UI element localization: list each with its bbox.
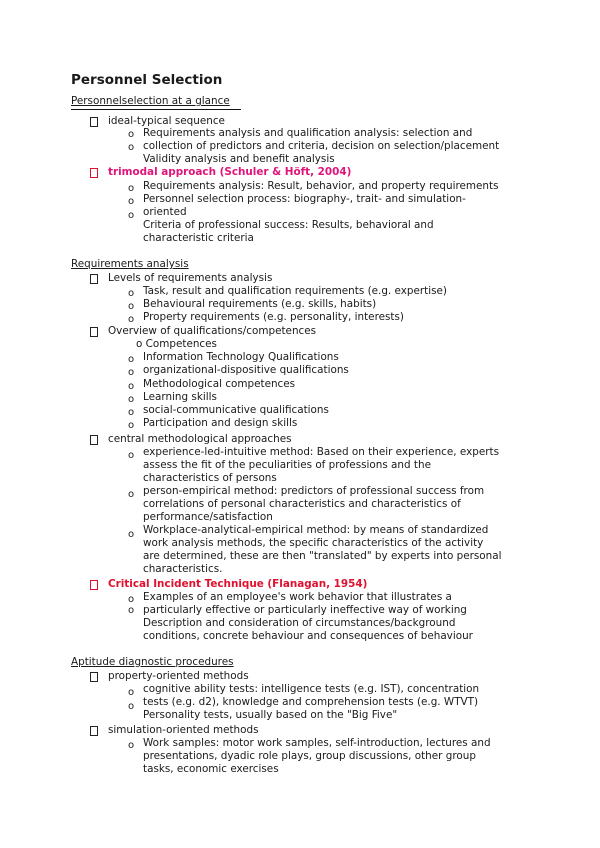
sub-item-line: Property requirements (e.g. personality, interests) (143, 311, 404, 323)
sub-item-line: Participation and design skills (143, 417, 298, 429)
sub-item-line: Criteria of professional success: Results, behavioral and (143, 219, 434, 231)
bullet-circle-icon: o (128, 701, 135, 712)
list-item-levels: Levels of requirements analysis (108, 272, 273, 284)
bullet-square-icon (90, 726, 98, 736)
list-item-simulation: simulation-oriented methods (108, 724, 259, 736)
sub-item-line: cognitive ability tests: intelligence tests (e.g. IST), concentration (143, 683, 480, 695)
sub-item-line: particularly effective or particularly ineffective way of working (143, 604, 467, 616)
bullet-square-icon (90, 672, 98, 682)
sub-item-line: Requirements analysis and qualification analysis: selection and (143, 127, 473, 139)
sub-item-line: oriented (143, 206, 187, 218)
bullet-circle-icon: o (128, 394, 135, 405)
sub-item-line: presentations, dyadic role plays, group discussions, other group (143, 750, 476, 762)
sub-item-line: performance/satisfaction (143, 511, 273, 523)
list-item-cit: Critical Incident Technique (Flanagan, 1954) (108, 578, 368, 590)
sub-item-line: characteristics. (143, 563, 223, 575)
sub-item-line: Work samples: motor work samples, self-introduction, lectures and (143, 737, 491, 749)
sub-item-line: Methodological competences (143, 378, 296, 390)
section-heading-requirements: Requirements analysis (71, 258, 189, 270)
bullet-square-icon (90, 168, 98, 178)
bullet-circle-icon: o (128, 354, 135, 365)
sub-item-line: Learning skills (143, 391, 217, 403)
section-heading-glance: Personnelselection at a glance (71, 95, 230, 107)
sub-item-line: experience-led-intuitive method: Based on their experience, experts (143, 446, 499, 458)
sub-item-line: work analysis methods, the specific characteristics of the activity (143, 537, 484, 549)
sub-item-line: social-communicative qualifications (143, 404, 329, 416)
sub-item-line: correlations of personal characteristics and characteristics of (143, 498, 461, 510)
bullet-circle-icon: o (128, 605, 135, 616)
bullet-circle-icon: o (128, 210, 135, 221)
bullet-circle-icon: o (128, 301, 135, 312)
bullet-circle-icon: o (128, 196, 135, 207)
sub-item-line: organizational-dispositive qualifications (143, 364, 349, 376)
sub-item-line: Requirements analysis: Result, behavior, and property requirements (143, 180, 499, 192)
bullet-circle-icon: o (128, 142, 135, 153)
sub-item-line: Information Technology Qualifications (143, 351, 339, 363)
bullet-circle-icon: o (128, 288, 135, 299)
bullet-circle-icon: o (128, 529, 135, 540)
bullet-circle-icon: o (128, 314, 135, 325)
bullet-circle-icon: o (128, 367, 135, 378)
list-item-ideal: ideal-typical sequence (108, 115, 225, 127)
bullet-circle-icon: o (128, 450, 135, 461)
list-item-trimodal: trimodal approach (Schuler & Höft, 2004) (108, 166, 352, 178)
bullet-square-icon (90, 580, 98, 590)
bullet-circle-icon: o (128, 129, 135, 140)
bullet-circle-icon: o (128, 594, 135, 605)
bullet-circle-icon: o (128, 420, 135, 431)
bullet-circle-icon: o (128, 381, 135, 392)
bullet-circle-icon: o (128, 407, 135, 418)
sub-item-line: o Competences (136, 338, 217, 350)
sub-item-line: collection of predictors and criteria, decision on selection/placement (143, 140, 500, 152)
sub-item-line: tasks, economic exercises (143, 763, 279, 775)
heading-rule (71, 109, 241, 110)
bullet-square-icon (90, 274, 98, 284)
bullet-square-icon (90, 117, 98, 127)
sub-item-line: Description and consideration of circumstances/background (143, 617, 456, 629)
list-item-overview: Overview of qualifications/competences (108, 325, 317, 337)
section-heading-aptitude: Aptitude diagnostic procedures (71, 656, 234, 668)
sub-item-line: Validity analysis and benefit analysis (143, 153, 335, 165)
sub-item-line: person-empirical method: predictors of professional success from (143, 485, 485, 497)
list-item-property: property-oriented methods (108, 670, 249, 682)
sub-item-line: Workplace-analytical-empirical method: by means of standardized (143, 524, 489, 536)
sub-item-line: Task, result and qualification requirements (e.g. expertise) (143, 285, 447, 297)
page-title: Personnel Selection (71, 72, 223, 88)
sub-item-line: tests (e.g. d2), knowledge and comprehension tests (e.g. WTVT) (143, 696, 479, 708)
sub-item-line: Personnel selection process: biography-, trait- and simulation- (143, 193, 466, 205)
bullet-circle-icon: o (128, 183, 135, 194)
sub-item-line: are determined, these are then "translated" by experts into personal (143, 550, 502, 562)
list-item-central: central methodological approaches (108, 433, 292, 445)
sub-item-line: conditions, concrete behaviour and consequences of behaviour (143, 630, 473, 642)
sub-item-line: Personality tests, usually based on the "Big Five" (143, 709, 398, 721)
bullet-circle-icon: o (128, 687, 135, 698)
sub-item-line: assess the fit of the peculiarities of professions and the (143, 459, 431, 471)
bullet-square-icon (90, 327, 98, 337)
sub-item-line: characteristic criteria (143, 232, 254, 244)
sub-item-line: Behavioural requirements (e.g. skills, habits) (143, 298, 377, 310)
bullet-circle-icon: o (128, 740, 135, 751)
sub-item-line: Examples of an employee's work behavior that illustrates a (143, 591, 452, 603)
bullet-square-icon (90, 435, 98, 445)
sub-item-line: characteristics of persons (143, 472, 277, 484)
bullet-circle-icon: o (128, 489, 135, 500)
